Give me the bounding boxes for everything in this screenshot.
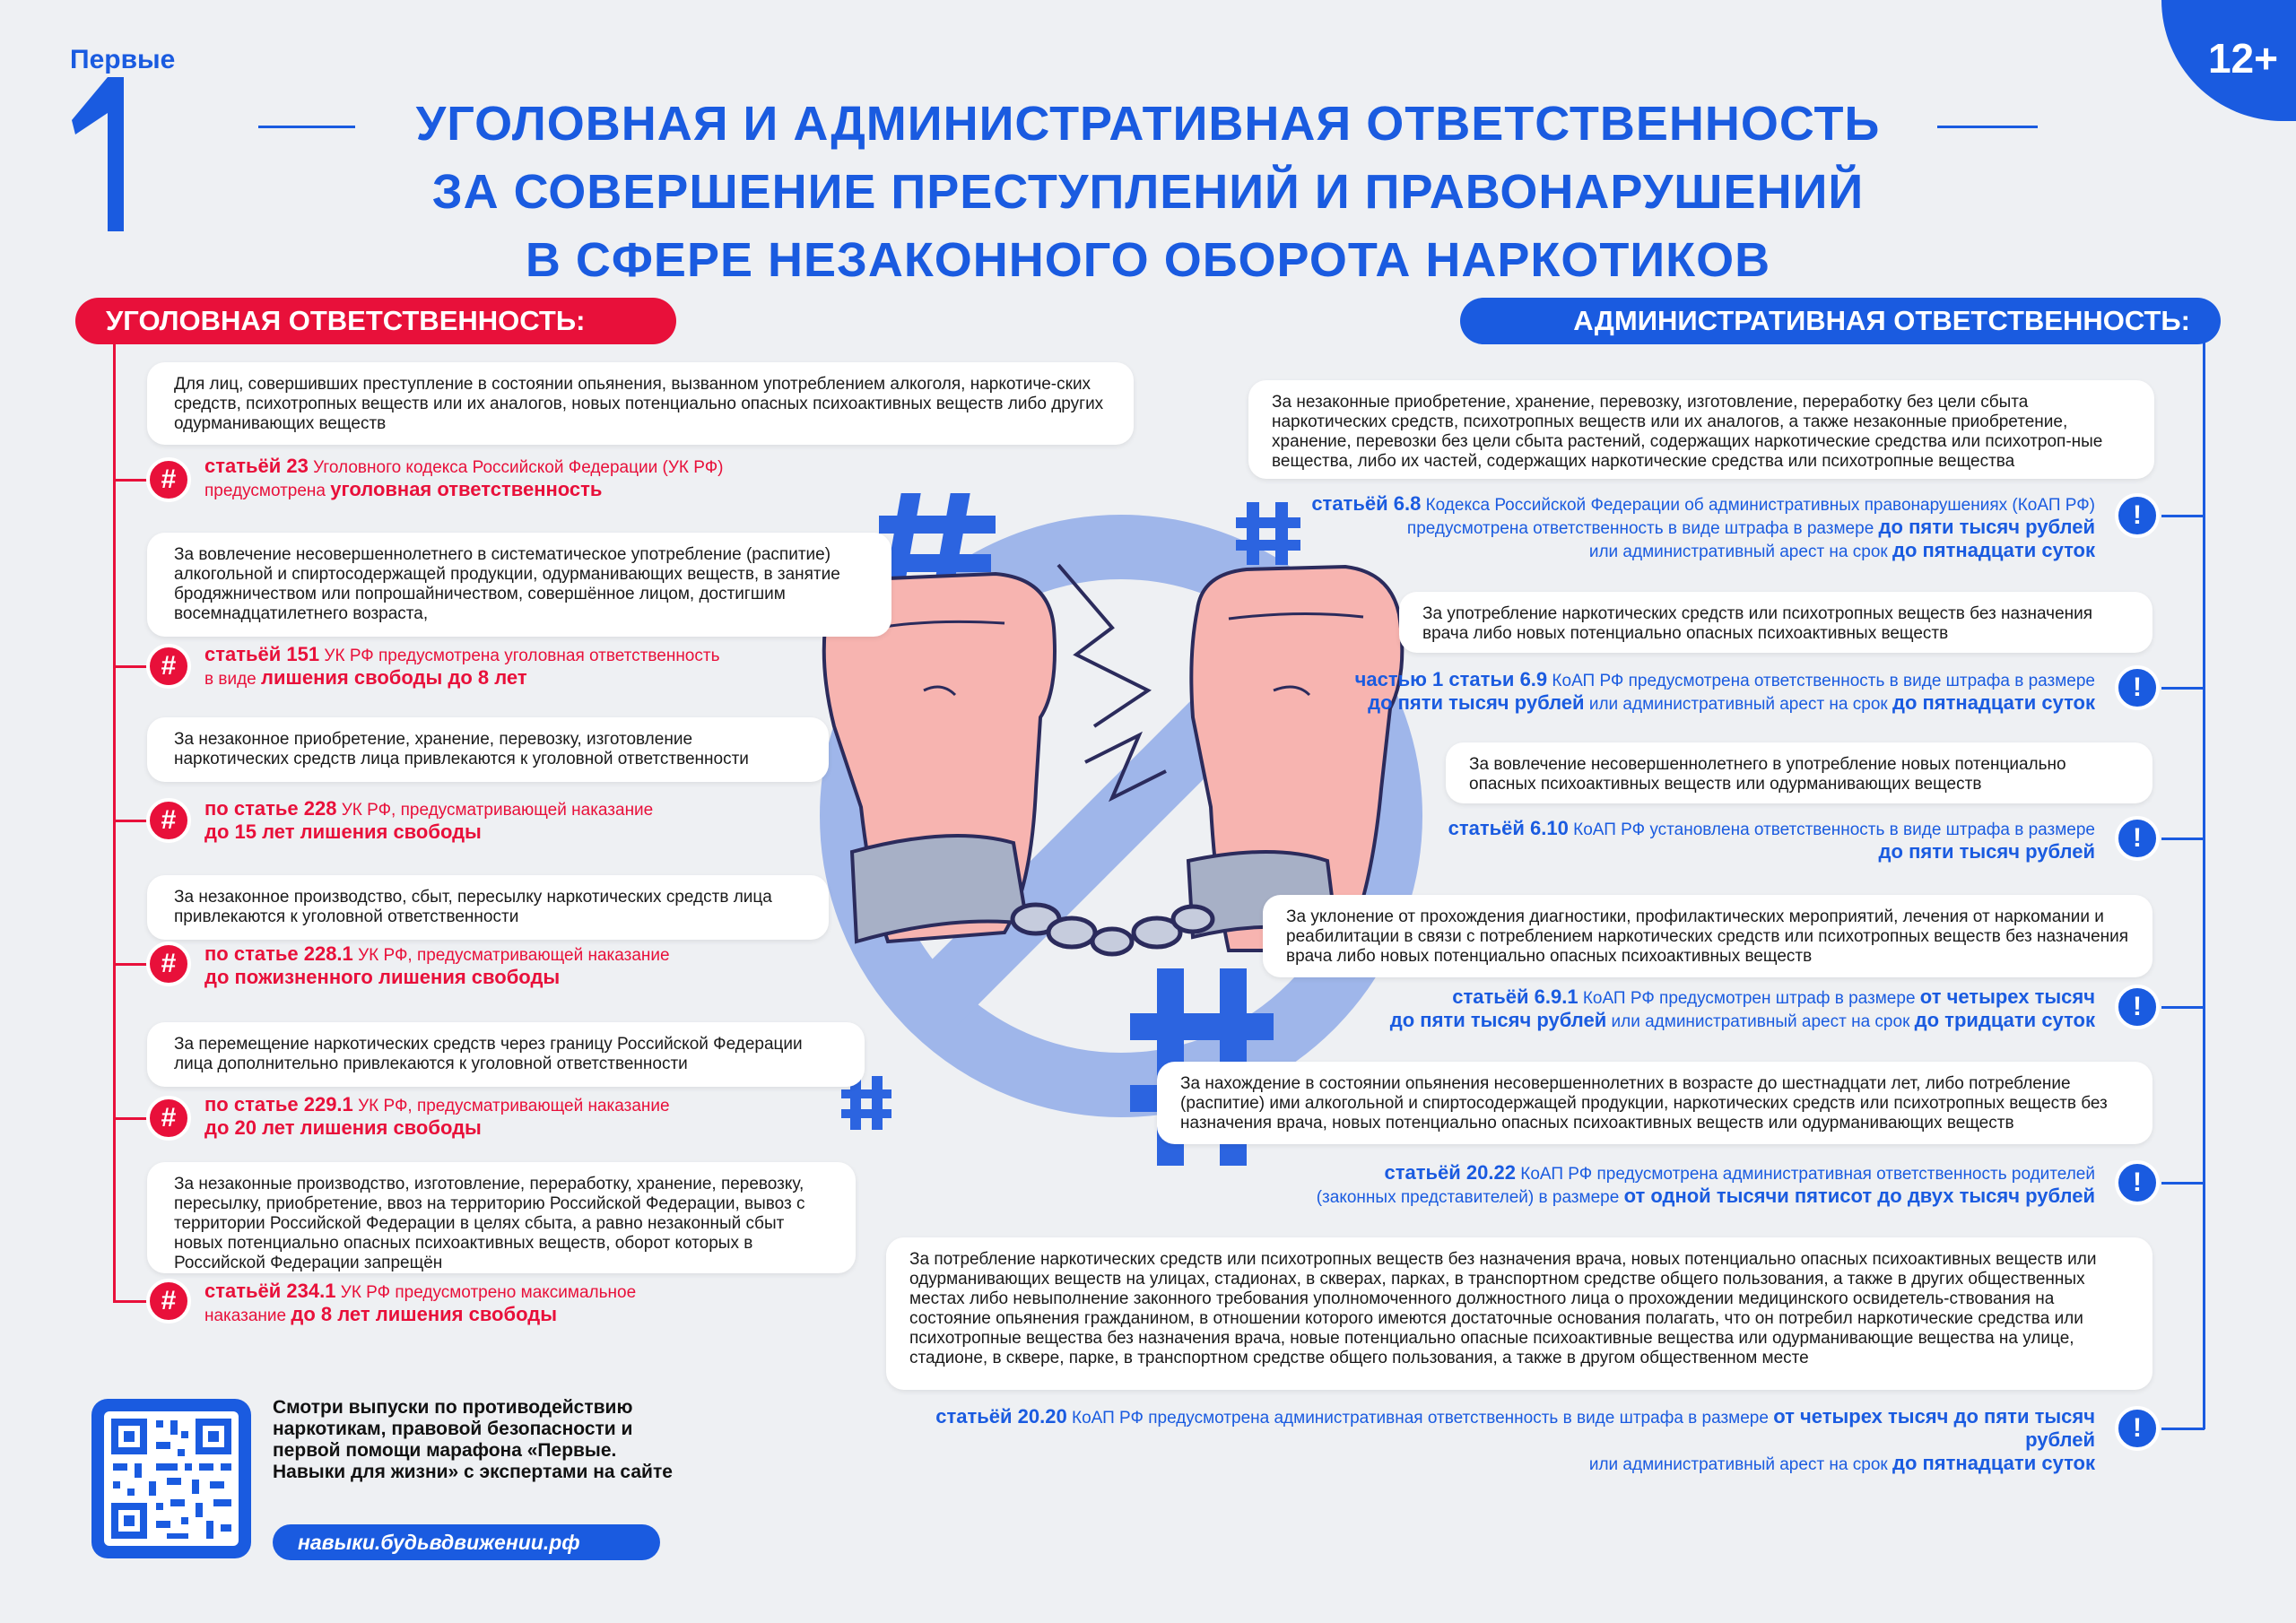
hash-badge-icon: # xyxy=(146,942,191,986)
exclamation-badge-icon: ! xyxy=(2115,1406,2160,1451)
admin-item-card xyxy=(1248,380,2154,479)
penalty: до пятнадцати суток xyxy=(1892,1452,2095,1474)
penalty: до пяти тысяч рублей xyxy=(1368,691,1585,714)
criminal-item-annotation xyxy=(204,644,922,690)
ann-text: (законных представителей) в размере xyxy=(1316,1188,1624,1207)
article-ref: статьёй 20.20 xyxy=(935,1405,1067,1428)
section-heading-administrative: АДМИНИСТРАТИВНАЯ ОТВЕТСТВЕННОСТЬ: xyxy=(1460,298,2221,344)
criminal-item-text: За перемещение наркотических средств через границу Российской Федерации лица дополнительно привлекаются к уголовной ответственности xyxy=(174,1035,803,1073)
criminal-item-card xyxy=(147,1162,856,1273)
criminal-item-annotation xyxy=(204,798,922,845)
article-ref: по статье 228.1 xyxy=(204,942,353,965)
ann-text: УК РФ, предусматривающей наказание xyxy=(352,946,670,965)
title-line: ЗА СОВЕРШЕНИЕ ПРЕСТУПЛЕНИЙ И ПРАВОНАРУШЕНИЙ xyxy=(431,165,1865,219)
site-link[interactable]: навыки.будьвдвижении.рф xyxy=(273,1524,660,1560)
qr-card[interactable] xyxy=(91,1399,251,1558)
ann-text: или административный арест на срок xyxy=(1606,1012,1915,1031)
penalty: до пятнадцати суток xyxy=(1892,691,2095,714)
criminal-item-annotation xyxy=(204,1280,922,1327)
administrative-timeline xyxy=(2203,343,2205,1429)
penalty: от четырех тысяч до пяти тысяч рублей xyxy=(1773,1405,2095,1451)
qr-code-icon xyxy=(91,1399,251,1558)
ann-text: КоАП РФ установлена ответственность в виде штрафа в размере xyxy=(1568,820,2095,839)
article-ref: частью 1 статьи 6.9 xyxy=(1354,668,1548,690)
article-ref: статьёй 20.22 xyxy=(1384,1161,1516,1184)
ann-text: в виде xyxy=(204,670,262,689)
admin-item-annotation xyxy=(1166,1162,2095,1209)
article-ref: по статье 229.1 xyxy=(204,1093,353,1115)
penalty: до пожизненного лишения свободы xyxy=(204,966,561,988)
penalty: от одной тысячи пятисот до двух тысяч рублей xyxy=(1623,1185,2095,1207)
ann-text: предусмотрена xyxy=(204,482,331,500)
admin-item-annotation xyxy=(861,1406,2095,1476)
article-ref: статьёй 151 xyxy=(204,643,320,665)
ann-text: КоАП РФ предусмотрена ответственность в виде штрафа в размере xyxy=(1547,672,2095,690)
admin-item-text: За незаконные приобретение, хранение, перевозку, изготовление, переработку без цели сбыта наркотических средств, психотропных веществ или их аналогов, а также незаконные приобретение, хранение, перевозки без цели сбыта растений, содержащих наркотические средства или психотроп-ные вещества, либо их частей, содержащих наркотические средства или психотропные вещества xyxy=(1272,393,2103,471)
timeline-connector xyxy=(113,1300,149,1303)
timeline-connector xyxy=(113,820,149,822)
ann-text: Уголовного кодекса Российской Федерации (УК РФ) xyxy=(308,458,724,477)
admin-item-annotation xyxy=(1166,493,2095,563)
ann-text: КоАП РФ предусмотрен штраф в размере xyxy=(1578,989,1920,1008)
admin-item-annotation xyxy=(1166,818,2095,864)
promo-text: Смотри выпуски по противодействию наркотикам, правовой безопасности и первой помощи марафона «Первые. Навыки для жизни» с экспертами на сайте xyxy=(273,1397,673,1482)
criminal-item-card xyxy=(147,875,829,940)
hash-badge-icon: # xyxy=(146,1279,191,1324)
title-line: В СФЕРЕ НЕЗАКОННОГО ОБОРОТА НАРКОТИКОВ xyxy=(525,233,1771,287)
criminal-item-annotation xyxy=(204,943,922,990)
title-line: УГОЛОВНАЯ И АДМИНИСТРАТИВНАЯ ОТВЕТСТВЕННОСТЬ xyxy=(415,97,1881,151)
penalty: до пяти тысяч рублей xyxy=(1389,1009,1607,1031)
penalty: до 20 лет лишения свободы xyxy=(204,1116,482,1139)
ann-text: УК РФ, предусматривающей наказание xyxy=(352,1097,670,1115)
admin-item-text: За потребление наркотических средств или психотропных веществ без назначения врача, новых потенциально опасных психоактивных веществ или одурманивающих веществ на улицах, стадионах, в скверах, парках, в транспортном средстве общего пользования, а также в других общественных местах либо невыполнение законного требования уполномоченного должностного лица о прохождении медицинского освидетель-ствования на состояние опьянения гражданином, в отношении которого имеются достаточные основания полагать, что он потребил наркотические средства или психотропные вещества без назначения врача, новые потенциально опасные психоактивные вещества или одурманивающие вещества на улице, стадионе, в сквере, парке, в транспортном средстве общего пользования, а также в другом общественном месте xyxy=(909,1250,2097,1367)
article-ref: статьёй 6.10 xyxy=(1448,817,1569,839)
page-title xyxy=(0,90,2296,294)
exclamation-badge-icon: ! xyxy=(2115,665,2160,710)
article-ref: статьёй 6.9.1 xyxy=(1452,985,1578,1008)
ann-text: или административный арест на срок xyxy=(1584,695,1892,714)
timeline-connector xyxy=(2161,838,2205,840)
admin-item-card xyxy=(1263,895,2152,977)
ann-text: УК РФ, предусматривающей наказание xyxy=(336,801,654,820)
timeline-connector xyxy=(113,479,149,482)
criminal-item-annotation xyxy=(204,456,922,502)
timeline-connector xyxy=(2161,687,2205,690)
ann-text: КоАП РФ предусмотрена административная ответственность в виде штрафа в размере xyxy=(1066,1409,1774,1428)
criminal-item-text: За незаконное приобретение, хранение, перевозку, изготовление наркотических средств лица привлекаются к уголовной ответственности xyxy=(174,730,749,768)
ann-text: наказание xyxy=(204,1306,291,1325)
article-ref: статьёй 234.1 xyxy=(204,1280,336,1302)
section-heading-criminal: УГОЛОВНАЯ ОТВЕТСТВЕННОСТЬ: xyxy=(75,298,676,344)
hash-badge-icon: # xyxy=(146,1096,191,1141)
timeline-connector xyxy=(113,1117,149,1120)
criminal-item-annotation xyxy=(204,1094,922,1141)
exclamation-badge-icon: ! xyxy=(2115,1160,2160,1205)
criminal-item-text: За вовлечение несовершеннолетнего в систематическое употребление (распитие) алкогольной и спиртосодержащей продукции, одурманивающих веществ, в занятие бродяжничеством или попрошайничеством, совершённое лицом, достигшим восемнадцатилетнего возраста, xyxy=(174,545,840,623)
penalty: от четырех тысяч xyxy=(1919,985,2095,1008)
timeline-connector xyxy=(2161,1006,2205,1009)
admin-item-text: За употребление наркотических средств или психотропных веществ без назначения врача либо новых потенциально опасных психоактивных веществ xyxy=(1422,604,2093,643)
admin-item-text: За нахождение в состоянии опьянения несовершеннолетних в возрасте до шестнадцати лет, либо потребление (распитие) ими алкогольной и спиртосодержащей продукции, наркотических средств или психотропных веществ без назначения врача, новых потенциально опасных психоактивных веществ или одурманивающих веществ xyxy=(1180,1074,2108,1133)
penalty: до тридцати суток xyxy=(1914,1009,2095,1031)
timeline-connector xyxy=(2161,1428,2205,1430)
criminal-item-text: За незаконное производство, сбыт, пересылку наркотических средств лица привлекаются к уголовной ответственности xyxy=(174,888,772,926)
admin-item-card xyxy=(886,1237,2152,1390)
timeline-connector xyxy=(2161,1182,2205,1185)
admin-item-card xyxy=(1446,742,2152,803)
penalty: до пятнадцати суток xyxy=(1892,539,2095,561)
hash-badge-icon: # xyxy=(146,798,191,843)
ann-text: УК РФ предусмотрена уголовная ответственность xyxy=(319,647,720,665)
timeline-connector xyxy=(113,963,149,966)
admin-item-card xyxy=(1157,1062,2152,1144)
penalty: лишения свободы до 8 лет xyxy=(261,666,527,689)
penalty: до 8 лет лишения свободы xyxy=(291,1303,557,1325)
exclamation-badge-icon: ! xyxy=(2115,985,2160,1029)
admin-item-card xyxy=(1399,592,2152,653)
hash-badge-icon: # xyxy=(146,457,191,502)
criminal-item-card xyxy=(147,533,891,637)
ann-text: Кодекса Российской Федерации об административных правонарушениях (КоАП РФ) xyxy=(1421,496,2095,515)
admin-item-text: За вовлечение несовершеннолетнего в употребление новых потенциально опасных психоактивных веществ или одурманивающих веществ xyxy=(1469,755,2066,794)
brand-name: Первые xyxy=(70,45,176,74)
article-ref: статьёй 6.8 xyxy=(1311,492,1422,515)
age-rating: 12+ xyxy=(2207,35,2278,82)
penalty: уголовная ответственность xyxy=(330,478,603,500)
criminal-item-card xyxy=(147,717,829,782)
ann-text: или административный арест на срок xyxy=(1588,1455,1892,1474)
penalty: до пяти тысяч рублей xyxy=(1878,840,2095,863)
exclamation-badge-icon: ! xyxy=(2115,493,2160,538)
ann-text: КоАП РФ предусмотрена административная ответственность родителей xyxy=(1516,1165,2095,1184)
exclamation-badge-icon: ! xyxy=(2115,816,2160,861)
criminal-item-card xyxy=(147,1022,865,1087)
article-ref: по статье 228 xyxy=(204,797,337,820)
timeline-connector xyxy=(113,665,149,668)
penalty: до 15 лет лишения свободы xyxy=(204,820,482,843)
timeline-connector xyxy=(2161,515,2205,517)
ann-text: УК РФ предусмотрено максимальное xyxy=(335,1283,637,1302)
criminal-item-text: Для лиц, совершивших преступление в состоянии опьянения, вызванном употреблением алкоголя, наркотиче-ских средств, психотропных веществ или их аналогов, новых потенциально опасных психоактивных веществ либо других одурманивающих веществ xyxy=(174,375,1104,433)
admin-item-text: За уклонение от прохождения диагностики, профилактических мероприятий, лечения от наркомании и реабилитации в связи с потреблением наркотических средств или психотропных веществ без назначения врача либо новых потенциально опасных психоактивных веществ xyxy=(1286,907,2129,966)
criminal-timeline xyxy=(113,343,116,1302)
ann-text: или административный арест на срок xyxy=(1588,542,1892,561)
admin-item-annotation xyxy=(1166,986,2095,1033)
admin-item-annotation xyxy=(1166,669,2095,716)
hash-badge-icon: # xyxy=(146,644,191,689)
article-ref: статьёй 23 xyxy=(204,455,309,477)
ann-text: предусмотрена ответственность в виде штрафа в размере xyxy=(1406,519,1879,538)
criminal-item-card xyxy=(147,362,1134,445)
criminal-item-text: За незаконные производство, изготовление, переработку, хранение, перевозку, пересылку, приобретение, ввоз на территорию Российской Федерации, вывоз с территории Российской Федерации в целях сбыта, а равно незаконный сбыт новых потенциально опасных психоактивных веществ, оборот которых в Российской Федерации запрещён xyxy=(174,1175,805,1272)
penalty: до пяти тысяч рублей xyxy=(1878,516,2095,538)
